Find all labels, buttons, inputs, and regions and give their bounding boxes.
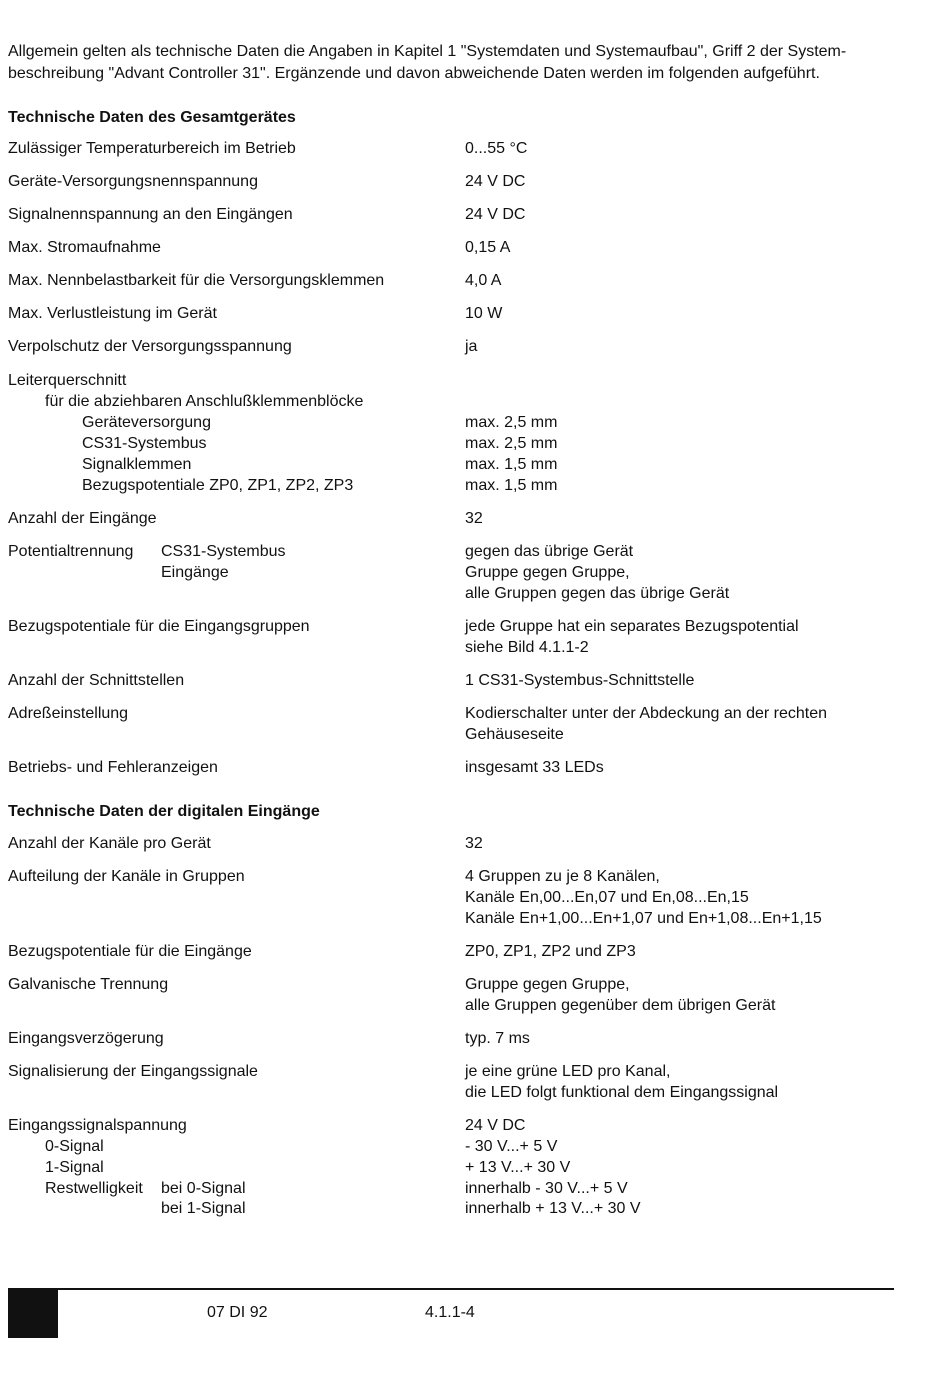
spec-value: ja bbox=[465, 338, 478, 355]
spec-label: Geräteversorgung bbox=[82, 414, 211, 431]
spec-value: typ. 7 ms bbox=[465, 1030, 530, 1047]
spec-label: Potentialtrennung bbox=[8, 543, 134, 560]
spec-label: Max. Verlustleistung im Gerät bbox=[8, 305, 217, 322]
spec-sublabel: bei 0-Signal bbox=[161, 1180, 246, 1197]
spec-sublabel: 0-Signal bbox=[45, 1138, 104, 1155]
spec-label: Eingangssignalspannung bbox=[8, 1117, 187, 1134]
spec-label: Signalisierung der Eingangssignale bbox=[8, 1063, 258, 1080]
spec-value: 24 V DC bbox=[465, 206, 526, 223]
spec-value-line: Gruppe gegen Gruppe, bbox=[465, 564, 630, 581]
spec-sublabel: Eingänge bbox=[161, 564, 229, 581]
spec-value: 1 CS31-Systembus-Schnittstelle bbox=[465, 672, 695, 689]
spec-value: max. 2,5 mm bbox=[465, 414, 558, 431]
spec-sublabel: 1-Signal bbox=[45, 1159, 104, 1176]
footer-marker-block bbox=[8, 1290, 58, 1338]
footer-page-number: 4.1.1-4 bbox=[425, 1304, 475, 1321]
spec-value: innerhalb + 13 V...+ 30 V bbox=[465, 1200, 641, 1217]
spec-label: Zulässiger Temperaturbereich im Betrieb bbox=[8, 140, 296, 157]
spec-value-line: siehe Bild 4.1.1-2 bbox=[465, 639, 589, 656]
spec-label: Bezugspotentiale ZP0, ZP1, ZP2, ZP3 bbox=[82, 477, 354, 494]
spec-value bbox=[465, 616, 799, 658]
spec-value: max. 2,5 mm bbox=[465, 435, 558, 452]
spec-value-line: Kanäle En+1,00...En+1,07 und En+1,08...En+1,15 bbox=[465, 910, 822, 927]
spec-label: Leiterquerschnitt bbox=[8, 372, 127, 389]
section-heading-device: Technische Daten des Gesamtgerätes bbox=[8, 109, 296, 126]
spec-label: Galvanische Trennung bbox=[8, 976, 169, 993]
spec-value: 4,0 A bbox=[465, 272, 502, 289]
spec-value bbox=[465, 866, 822, 929]
spec-value bbox=[465, 703, 827, 745]
spec-sublabel: Restwelligkeit bbox=[45, 1180, 143, 1197]
spec-value-line: Kodierschalter unter der Abdeckung an der rechten bbox=[465, 705, 828, 722]
spec-value-line: 4 Gruppen zu je 8 Kanälen, bbox=[465, 868, 660, 885]
spec-value: innerhalb - 30 V...+ 5 V bbox=[465, 1180, 628, 1197]
spec-value: 32 bbox=[465, 510, 483, 527]
spec-value-line: alle Gruppen gegenüber dem übrigen Gerät bbox=[465, 997, 776, 1014]
spec-value: max. 1,5 mm bbox=[465, 456, 558, 473]
spec-label: Max. Stromaufnahme bbox=[8, 239, 161, 256]
spec-value-line: Gehäuseseite bbox=[465, 726, 564, 743]
spec-value: 0,15 A bbox=[465, 239, 511, 256]
spec-label: Anzahl der Kanäle pro Gerät bbox=[8, 835, 211, 852]
spec-label: Bezugspotentiale für die Eingangsgruppen bbox=[8, 618, 310, 635]
spec-value-line: die LED folgt funktional dem Eingangssignal bbox=[465, 1084, 779, 1101]
spec-value: insgesamt 33 LEDs bbox=[465, 759, 604, 776]
spec-value-line: gegen das übrige Gerät bbox=[465, 543, 634, 560]
spec-value: + 13 V...+ 30 V bbox=[465, 1159, 571, 1176]
footer-document-id: 07 DI 92 bbox=[207, 1304, 268, 1321]
spec-value-line: Gruppe gegen Gruppe, bbox=[465, 976, 630, 993]
spec-label: Signalnennspannung an den Eingängen bbox=[8, 206, 293, 223]
spec-label: CS31-Systembus bbox=[82, 435, 207, 452]
spec-value: 24 V DC bbox=[465, 173, 526, 190]
spec-label: Bezugspotentiale für die Eingänge bbox=[8, 943, 252, 960]
spec-value: - 30 V...+ 5 V bbox=[465, 1138, 558, 1155]
spec-label: Adreßeinstellung bbox=[8, 705, 129, 722]
spec-label: Betriebs- und Fehleranzeigen bbox=[8, 759, 218, 776]
spec-label: Max. Nennbelastbarkeit für die Versorgungsklemmen bbox=[8, 272, 385, 289]
intro-paragraph: Allgemein gelten als technische Daten die Angaben in Kapitel 1 "Systemdaten und Systemaufbau", Griff 2 der System-beschreibung "Advant Controller 31". Ergänzende und davon abweichende Daten werden im folgenden aufgeführt. bbox=[8, 43, 847, 82]
spec-label: Aufteilung der Kanäle in Gruppen bbox=[8, 868, 245, 885]
spec-value: 10 W bbox=[465, 305, 503, 322]
spec-sublabel: bei 1-Signal bbox=[161, 1200, 246, 1217]
spec-value: 32 bbox=[465, 835, 483, 852]
spec-label: Anzahl der Schnittstellen bbox=[8, 672, 185, 689]
spec-value-line: je eine grüne LED pro Kanal, bbox=[465, 1063, 671, 1080]
spec-label: Geräte-Versorgungsnennspannung bbox=[8, 173, 258, 190]
spec-value bbox=[465, 1061, 778, 1103]
spec-label: Signalklemmen bbox=[82, 456, 192, 473]
spec-label: Verpolschutz der Versorgungsspannung bbox=[8, 338, 292, 355]
spec-value bbox=[465, 974, 775, 1016]
spec-value-line: alle Gruppen gegen das übrige Gerät bbox=[465, 585, 730, 602]
spec-value: max. 1,5 mm bbox=[465, 477, 558, 494]
spec-value-line: jede Gruppe hat ein separates Bezugspotential bbox=[465, 618, 799, 635]
spec-label: Anzahl der Eingänge bbox=[8, 510, 157, 527]
spec-value: 0...55 °C bbox=[465, 140, 528, 157]
spec-value bbox=[465, 541, 729, 604]
spec-value: 24 V DC bbox=[465, 1117, 526, 1134]
section-heading-inputs: Technische Daten der digitalen Eingänge bbox=[8, 803, 320, 820]
footer-divider bbox=[8, 1288, 894, 1290]
spec-value-line: Kanäle En,00...En,07 und En,08...En,15 bbox=[465, 889, 749, 906]
spec-label: Eingangsverzögerung bbox=[8, 1030, 164, 1047]
spec-sublabel: für die abziehbaren Anschlußklemmenblöcke bbox=[45, 393, 364, 410]
spec-value: ZP0, ZP1, ZP2 und ZP3 bbox=[465, 943, 636, 960]
spec-sublabel: CS31-Systembus bbox=[161, 543, 286, 560]
